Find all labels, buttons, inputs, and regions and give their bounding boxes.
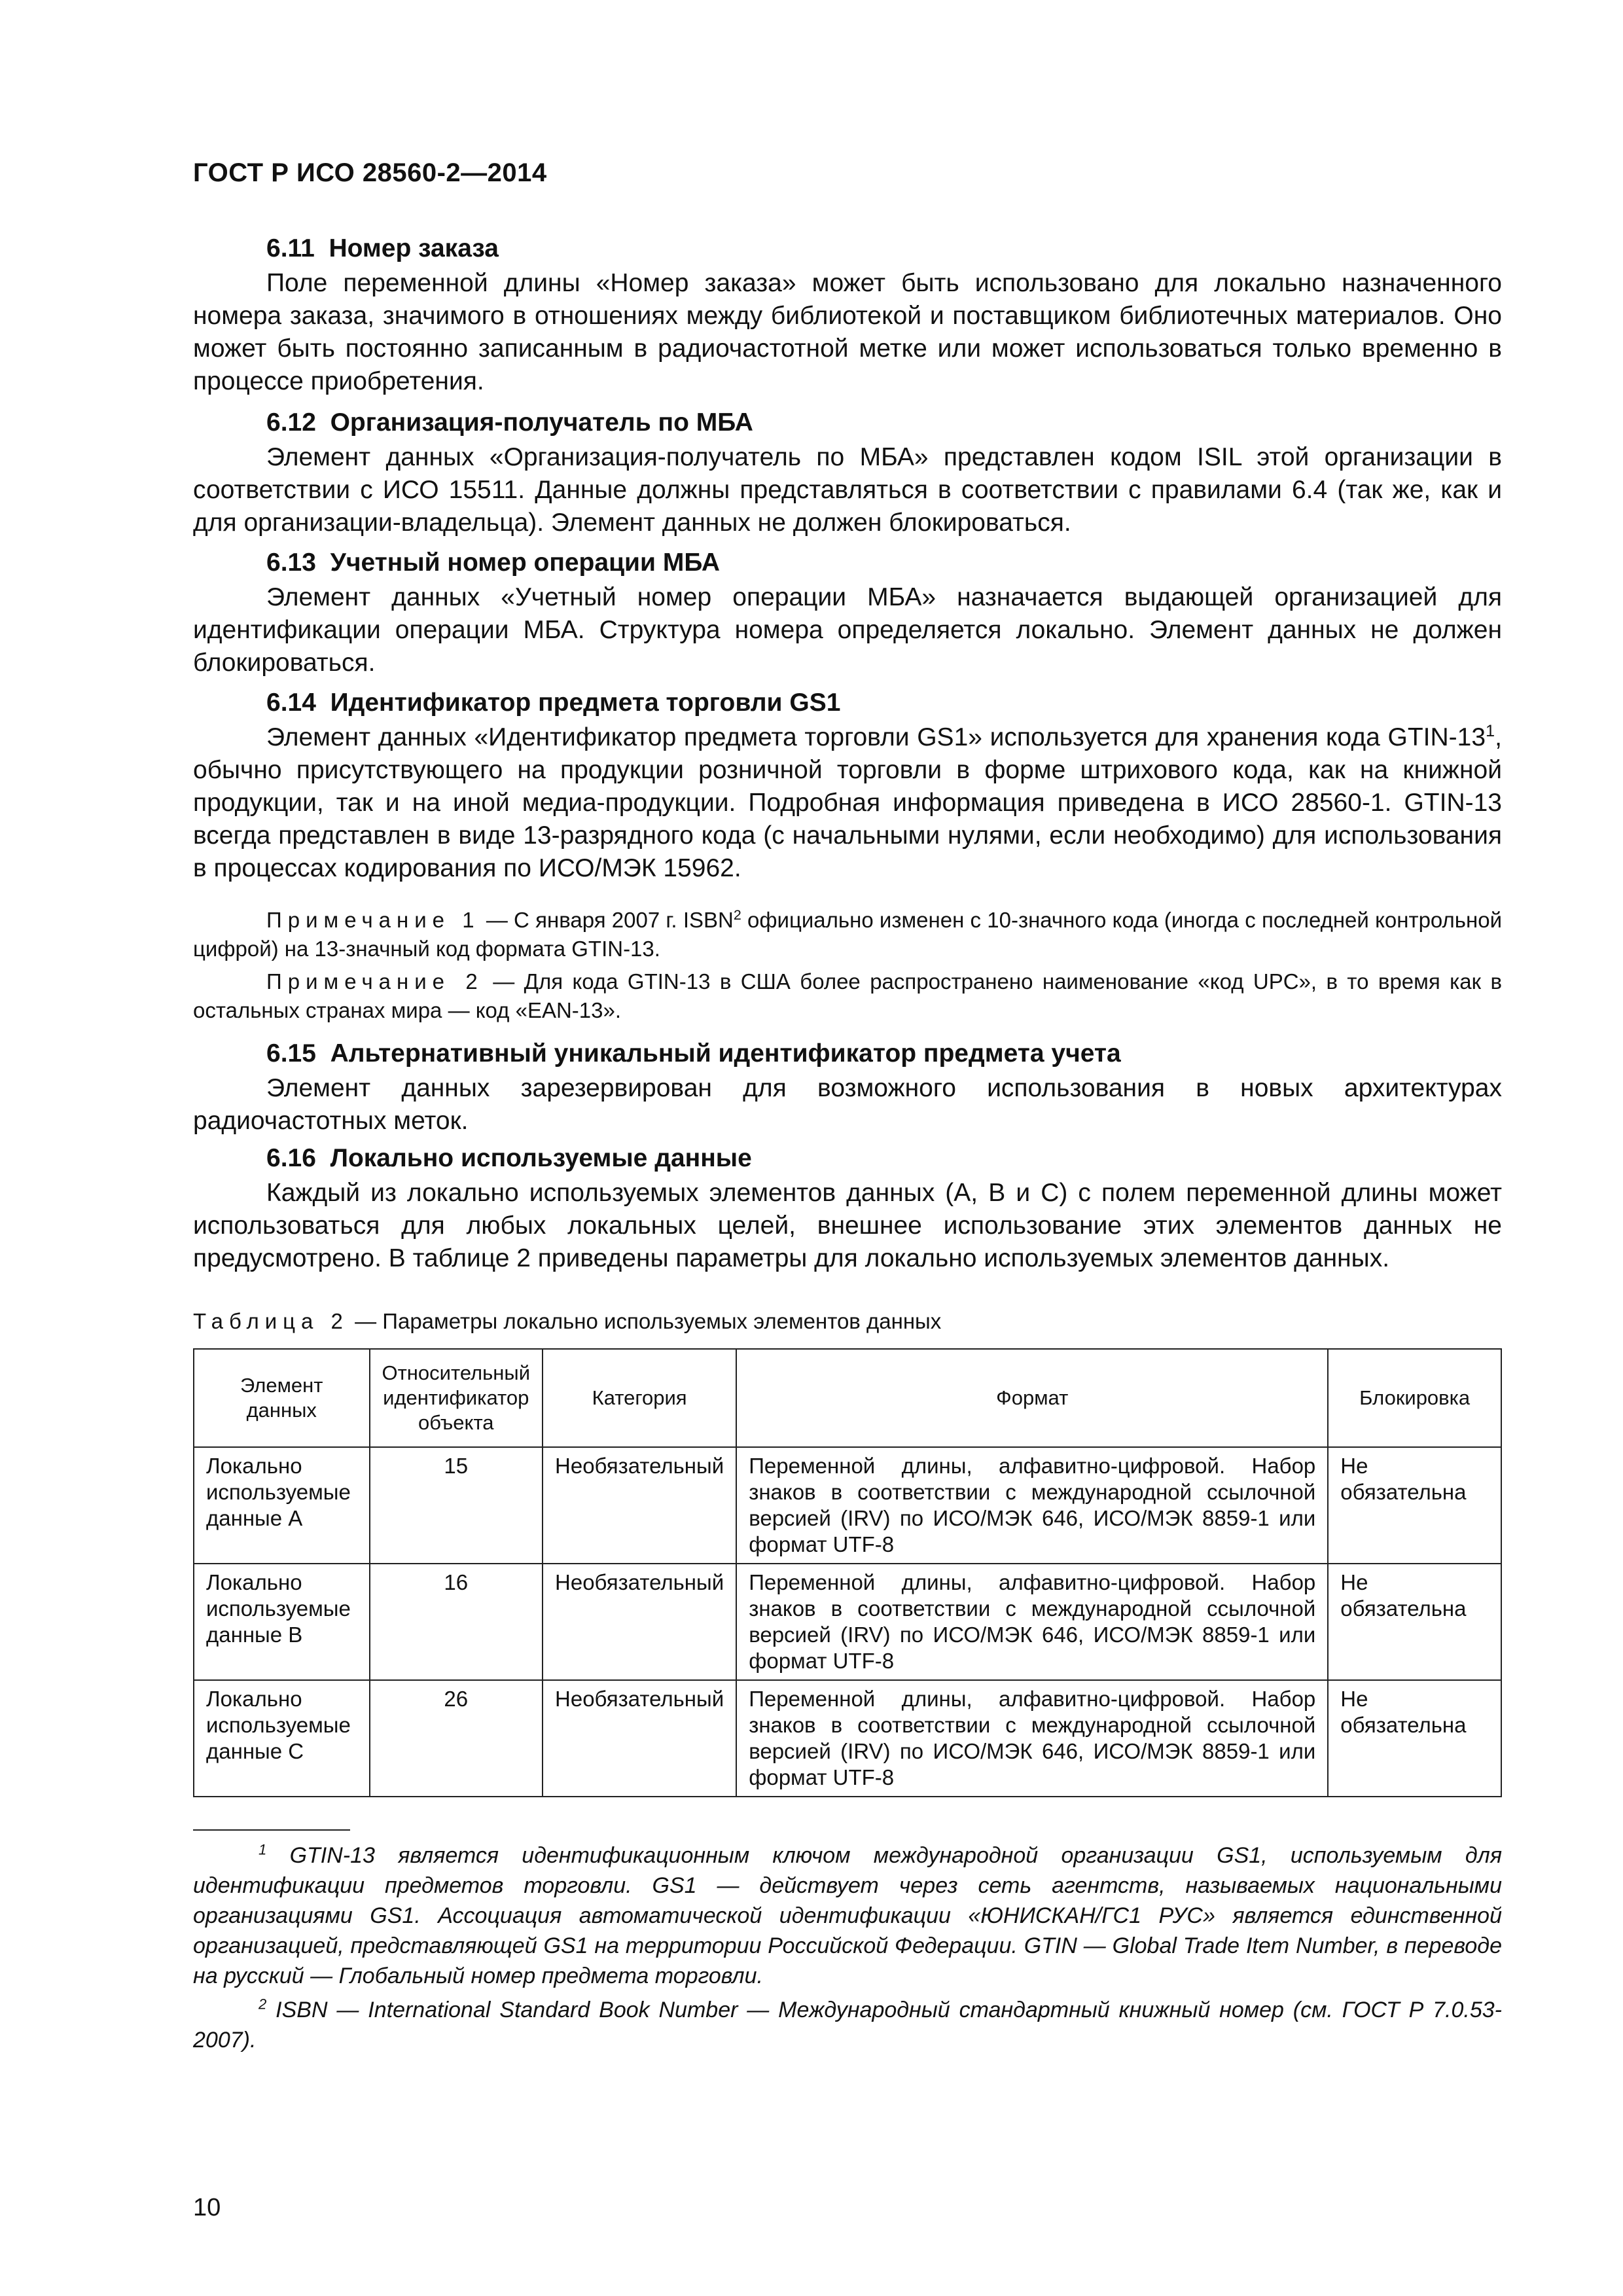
table-cell: Локально используемые данные С [194, 1680, 370, 1797]
footnote-divider [193, 1829, 350, 1831]
table-cell: 26 [370, 1680, 543, 1797]
note-2: Примечание 2 — Для кода GTIN-13 в США более распространено наименование «код UPC», в то время как в остальных странах мира — код «EAN-13». [193, 969, 1503, 1022]
page-number: 10 [193, 2194, 221, 2221]
section-heading: 6.13 Учетный номер операции МБА [266, 548, 721, 577]
table-cell: Не обязательна [1328, 1564, 1501, 1680]
table-cell: Локально используемые данные В [194, 1564, 370, 1680]
table-block [193, 1309, 1502, 1797]
section-6-11 [193, 234, 1502, 398]
section-heading: 6.15 Альтернативный уникальный идентификатор предмета учета [266, 1039, 1121, 1067]
table-header-row [194, 1349, 1501, 1447]
parameters-table [193, 1348, 1502, 1797]
section-6-12 [193, 408, 1502, 539]
section-paragraph: Элемент данных зарезервирован для возможного использования в новых архитектурах радиочастотных меток. [193, 1074, 1502, 1135]
section-6-15 [193, 1039, 1502, 1138]
table-caption: Таблица 2 — Параметры локально используемых элементов данных [193, 1309, 942, 1333]
table-cell: Локально используемые данные А [194, 1447, 370, 1564]
table-row [194, 1680, 1501, 1797]
table-cell: Переменной длины, алфавитно-цифровой. Набор знаков в соответствии с международной ссылочной версией (IRV) по ИСО/МЭК 646, ИСО/МЭК 8859-1 или формат UTF-8 [736, 1564, 1328, 1680]
table-cell: 15 [370, 1447, 543, 1564]
footnotes-block [193, 1840, 1502, 2055]
table-row [194, 1564, 1501, 1680]
column-header: Относительный идентификатор объекта [370, 1349, 543, 1447]
column-header: Формат [736, 1349, 1328, 1447]
table-row [194, 1447, 1501, 1564]
table-cell: Необязательный [543, 1680, 736, 1797]
table-cell: Не обязательна [1328, 1680, 1501, 1797]
section-heading: 6.12 Организация-получатель по МБА [266, 408, 753, 437]
section-heading: 6.14 Идентификатор предмета торговли GS1 [266, 689, 841, 717]
section-heading: 6.11 Номер заказа [266, 234, 499, 262]
table-cell: Не обязательна [1328, 1447, 1501, 1564]
footnote-ref: 1 [1486, 722, 1495, 740]
column-header: Блокировка [1328, 1349, 1501, 1447]
table-cell: Необязательный [543, 1447, 736, 1564]
section-paragraph: Элемент данных «Организация-получатель по МБА» представлен кодом ISIL этой организации в соответствии с ИСО 15511. Данные должны представляться в соответствии с правилами 6.4 (так же, как и для организации-владельца). Элемент данных не должен блокироваться. [193, 443, 1502, 537]
table-cell: Необязательный [543, 1564, 736, 1680]
section-paragraph: Элемент данных «Учетный номер операции МБА» назначается выдающей организацией для идентификации операции МБА. Структура номера определяется локально. Элемент данных не должен блокироваться. [193, 583, 1502, 677]
note-1: Примечание 1 — С января 2007 г. ISBN$^2$ официально изменен с 10-значного кода (иногда с последней контрольной цифрой) на 13-значный код формата GTIN-13. [193, 907, 1503, 961]
section-6-14 [193, 689, 1502, 885]
section-6-16 [193, 1144, 1502, 1275]
document-header: ГОСТ Р ИСО 28560-2—2014 [193, 158, 547, 187]
column-header: Элемент данных [194, 1349, 370, 1447]
section-6-13 [193, 548, 1502, 679]
table-cell: Переменной длины, алфавитно-цифровой. Набор знаков в соответствии с международной ссылочной версией (IRV) по ИСО/МЭК 646, ИСО/МЭК 8859-1 или формат UTF-8 [736, 1447, 1328, 1564]
notes-block [193, 906, 1502, 1025]
section-paragraph: Каждый из локально используемых элементов данных (A, B и C) с полем переменной длины может использоваться для любых локальных целей, внешнее использование этих элементов данных не предусмотрено. В таблице 2 приведены параметры для локально используемых элементов данных. [193, 1179, 1502, 1272]
section-heading: 6.16 Локально используемые данные [266, 1144, 752, 1172]
column-header: Категория [543, 1349, 736, 1447]
table-cell: Переменной длины, алфавитно-цифровой. Набор знаков в соответствии с международной ссылочной версией (IRV) по ИСО/МЭК 646, ИСО/МЭК 8859-1 или формат UTF-8 [736, 1680, 1328, 1797]
section-paragraph: Элемент данных «Идентификатор предмета торговли GS1» используется для хранения кода GTIN-$13^1$, обычно присутствующего на продукции розничной торговли в форме штрихового кода, как на книжной продукции, так и на иной медиа-продукции. Подробная информация приведена в ИСО 28560-1. GTIN-13 всегда представлен в виде 13-разрядного кода (с начальными нулями, если необходимо) для использования в процессах кодирования по ИСО/МЭК 15962. [193, 722, 1502, 882]
footnote-1: $^1$ GTIN-13 является идентификационным ключом международной организации GS1, используемым для идентификации предметов торговли. GS1 — действует через сеть агентств, называемых национальными организациями GS1. Ассоциация автоматической идентификации «ЮНИСКАН/ГС1 РУС» является единственной организацией, представляющей GS1 на территории Российской Федерации. GTIN — Global Trade Item Number, в переводе на русский — Глобальный номер предмета торговли. [193, 1841, 1502, 1988]
section-paragraph: Поле переменной длины «Номер заказа» может быть использовано для локально назначенного номера заказа, значимого в отношениях между библиотекой и поставщиком библиотечных материалов. Оно может быть постоянно записанным в радиочастотной метке или может использоваться только временно в процессе приобретения. [193, 269, 1502, 395]
table-cell: 16 [370, 1564, 543, 1680]
footnote-2: $^2$ ISBN — International Standard Book Number — Международный стандартный книжный номер (см. ГОСТ Р 7.0.53-2007). [193, 1996, 1502, 2053]
